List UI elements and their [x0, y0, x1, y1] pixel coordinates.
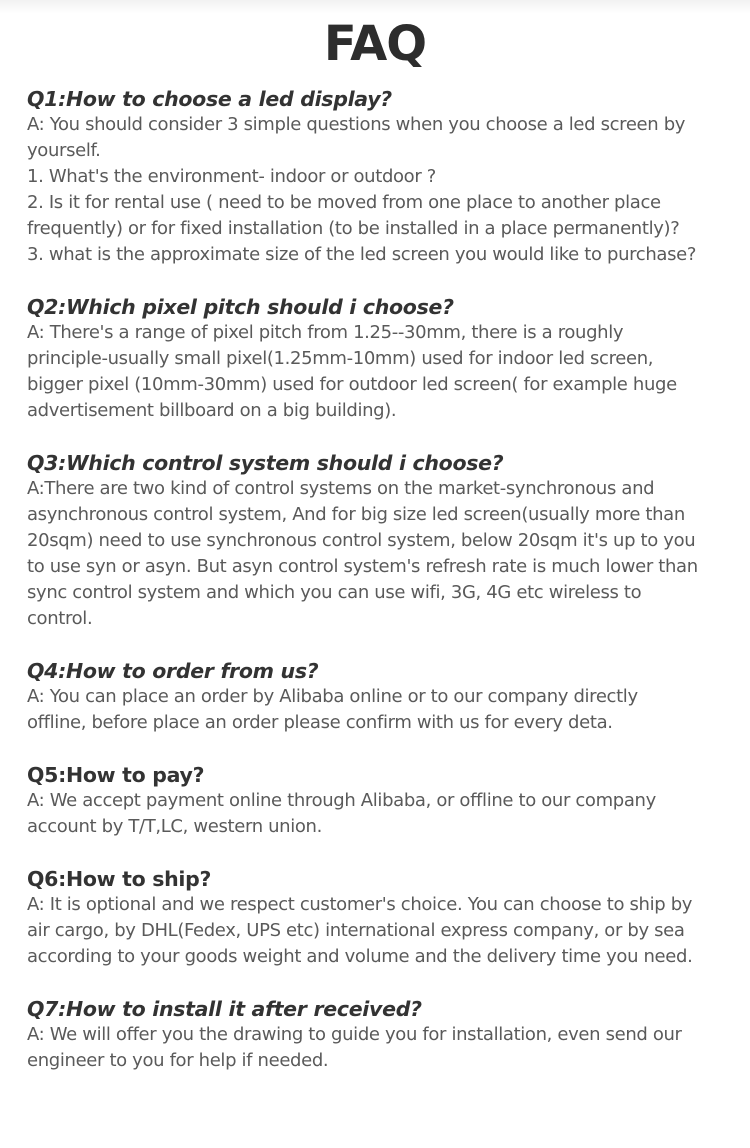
answer-line: sync control system and which you can use wifi, 3G, 4G etc wireless to [27, 582, 642, 603]
faq-item-7 [27, 996, 735, 1074]
faq-answer [27, 788, 735, 840]
answer-line: control. [27, 608, 93, 629]
faq-answer [27, 1022, 735, 1074]
answer-line: yourself. [27, 140, 101, 161]
answer-line: A: We accept payment online through Alibaba, or offline to our company [27, 790, 656, 811]
faq-answer [27, 112, 735, 268]
answer-line: A:There are two kind of control systems on the market-synchronous and [27, 478, 655, 499]
answer-line: 3. what is the approximate size of the led screen you would like to purchase? [27, 244, 697, 265]
faq-answer [27, 476, 735, 632]
faq-question: Q2:Which pixel pitch should i choose? [27, 295, 454, 319]
answer-line: asynchronous control system, And for big size led screen(usually more than [27, 504, 685, 525]
faq-question: Q5:How to pay? [27, 763, 205, 787]
answer-line: 2. Is it for rental use ( need to be moved from one place to another place [27, 192, 661, 213]
faq-item-4 [27, 658, 735, 736]
answer-line: A: There's a range of pixel pitch from 1.25--30mm, there is a roughly [27, 322, 624, 343]
answer-line: A: It is optional and we respect customer's choice. You can choose to ship by [27, 894, 693, 915]
answer-line: account by T/T,LC, western union. [27, 816, 322, 837]
answer-line: offline, before place an order please confirm with us for every deta. [27, 712, 613, 733]
answer-line: engineer to you for help if needed. [27, 1050, 329, 1071]
faq-question: Q6:How to ship? [27, 867, 212, 891]
answer-line: 20sqm) need to use synchronous control system, below 20sqm it's up to you [27, 530, 696, 551]
answer-line: frequently) or for fixed installation (to be installed in a place permanently)? [27, 218, 680, 239]
page-title: FAQ [323, 16, 427, 72]
faq-item-6 [27, 866, 735, 970]
answer-line: bigger pixel (10mm-30mm) used for outdoor led screen( for example huge [27, 374, 677, 395]
answer-line: A: You can place an order by Alibaba online or to our company directly [27, 686, 638, 707]
answer-line: to use syn or asyn. But asyn control system's refresh rate is much lower than [27, 556, 698, 577]
answer-line: air cargo, by DHL(Fedex, UPS etc) international express company, or by sea [27, 920, 685, 941]
faq-question: Q4:How to order from us? [27, 659, 319, 683]
answer-line: principle-usually small pixel(1.25mm-10mm) used for indoor led screen, [27, 348, 654, 369]
faq-question: Q3:Which control system should i choose? [27, 451, 504, 475]
faq-item-3 [27, 450, 735, 632]
faq-answer [27, 684, 735, 736]
faq-item-1 [27, 86, 735, 268]
answer-line: A: We will offer you the drawing to guide you for installation, even send our [27, 1024, 682, 1045]
faq-item-2 [27, 294, 735, 424]
faq-answer [27, 320, 735, 424]
answer-line: 1. What's the environment- indoor or outdoor ? [27, 166, 436, 187]
answer-line: according to your goods weight and volume and the delivery time you need. [27, 946, 693, 967]
faq-question: Q7:How to install it after received? [27, 997, 422, 1021]
faq-question: Q1:How to choose a led display? [27, 87, 392, 111]
faq-answer [27, 892, 735, 970]
faq-item-5 [27, 762, 735, 840]
answer-line: advertisement billboard on a big building). [27, 400, 397, 421]
answer-line: A: You should consider 3 simple questions when you choose a led screen by [27, 114, 686, 135]
